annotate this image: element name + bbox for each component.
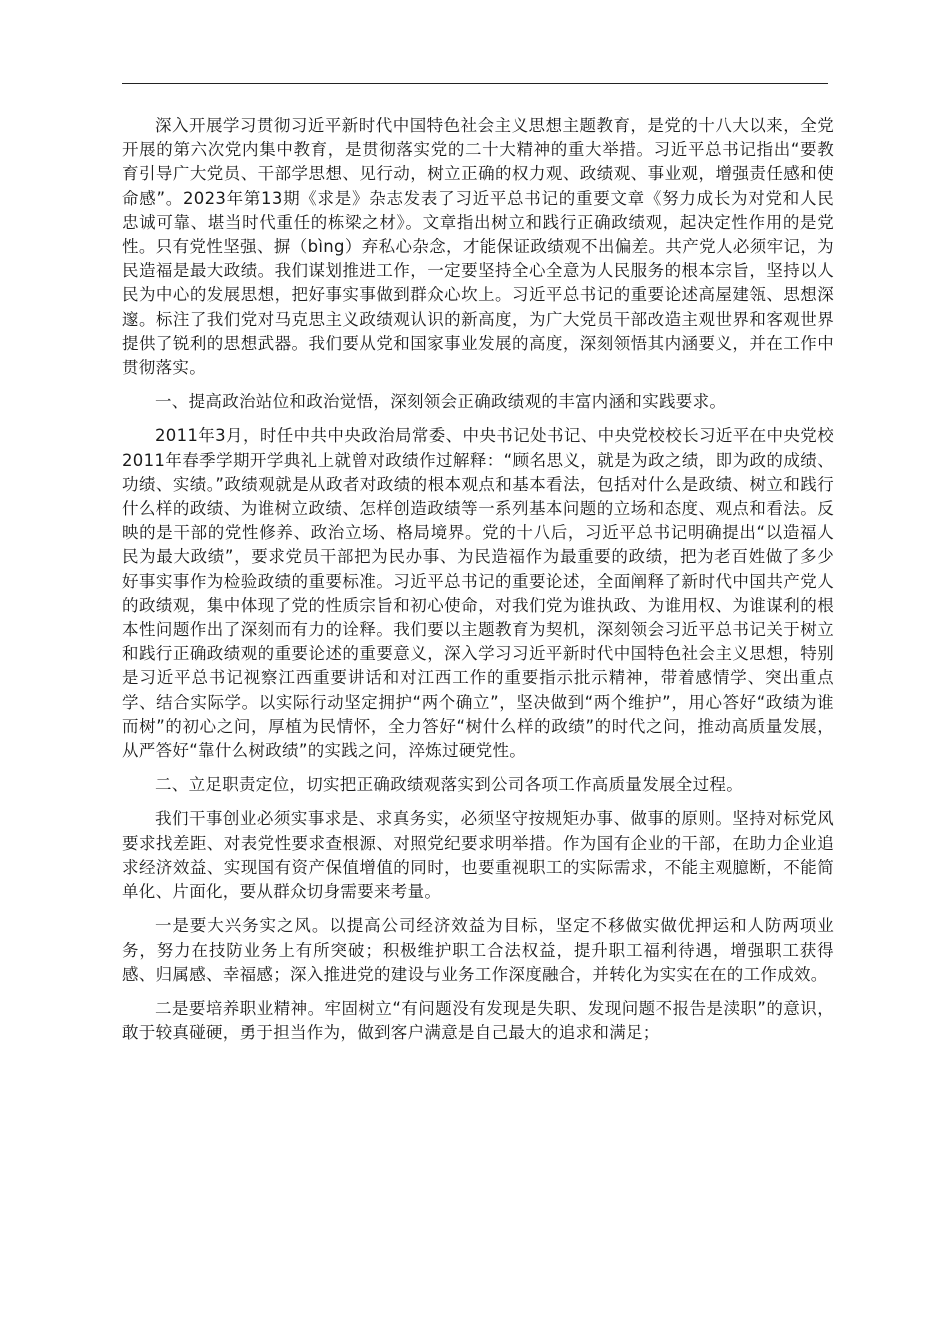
section-one-heading: 一、提高政治站位和政治觉悟，深刻领会正确政绩观的丰富内涵和实践要求。 (155, 392, 727, 412)
header-rule (122, 83, 828, 84)
point-one-paragraph: 一是要大兴务实之风。以提高公司经济效益为目标，坚定不移做实做优押运和人防两项业务，努力在技防业务上有所突破；积极维护职工合法权益，提升职工福利待遇，增强职工获得感、归属感、幸福感；深入推进党的建设与业务工作深度融合，并转化为实实在在的工作成效。 (122, 916, 834, 984)
point-two-paragraph: 二是要培养职业精神。牢固树立“有问题没有发现是失职、发现问题不报告是渎职”的意识，敢于较真碰硬，勇于担当作为，做到客户满意是自己最大的追求和满足； (122, 998, 834, 1043)
document-body (122, 114, 834, 1055)
section-two-heading: 二、立足职责定位，切实把正确政绩观落实到公司各项工作高质量发展全过程。 (155, 775, 743, 795)
section-one-paragraph: 2011年3月，时任中共中央政治局常委、中央书记处书记、中央党校校长习近平在中央党校2011年春季学期开学典礼上就曾对政绩作过解释：“顾名思义，就是为政之绩，即为政的成绩、功绩、实绩。”政绩观就是从政者对政绩的根本观点和基本看法，包括对什么是政绩、树立和践行什么样的政绩、为谁树立政绩、怎样创造政绩等一系列基本问题的立场和态度、观点和看法。反映的是干部的党性修养、政治立场、格局境界。党的十八后，习近平总书记明确提出“以造福人民为最大政绩”，要求党员干部把为民办事、为民造福作为最重要的政绩，把为老百姓做了多少好事实事作为检验政绩的重要标准。习近平总书记的重要论述，全面阐释了新时代中国共产党人的政绩观，集中体现了党的性质宗旨和初心使命，对我们党为谁执政、为谁用权、为谁谋利的根本性问题作出了深刻而有力的诠释。我们要以主题教育为契机，深刻领会习近平总书记关于树立和践行正确政绩观的重要论述的重要意义，深入学习习近平新时代中国特色社会主义思想，特别是习近平总书记视察江西重要讲话和对江西工作的重要指示批示精神，带着感情学、突出重点学、结合实际学。以实际行动坚定拥护“两个确立”，坚决做到“两个维护”，用心答好“政绩为谁而树”的初心之问，厚植为民情怀，全力答好“树什么样的政绩”的时代之问，推动高质量发展，从严答好“靠什么树政绩”的实践之问，淬炼过硬党性。 (122, 426, 834, 761)
intro-paragraph: 深入开展学习贯彻习近平新时代中国特色社会主义思想主题教育，是党的十八大以来，全党开展的第六次党内集中教育，是贯彻落实党的二十大精神的重大举措。习近平总书记指出“要教育引导广大党员、干部学思想、见行动，树立正确的权力观、政绩观、事业观，增强责任感和使命感”。2023年第13期《求是》杂志发表了习近平总书记的重要文章《努力成长为对党和人民忠诚可靠、堪当时代重任的栋梁之材》。文章指出树立和践行正确政绩观，起决定性作用的是党性。只有党性坚强、摒（bìng）弃私心杂念，才能保证政绩观不出偏差。共产党人必须牢记，为民造福是最大政绩。我们谋划推进工作，一定要坚持全心全意为人民服务的根本宗旨，坚持以人民为中心的发展思想，把好事实事做到群众心坎上。习近平总书记的重要论述高屋建瓴、思想深邃。标注了我们党对马克思主义政绩观认识的新高度，为广大党员干部改造主观世界和客观世界提供了锐利的思想武器。我们要从党和国家事业发展的高度，深刻领悟其内涵要义，并在工作中贯彻落实。 (122, 116, 834, 378)
section-two-paragraph: 我们干事创业必须实事求是、求真务实，必须坚守按规矩办事、做事的原则。坚持对标党风要求找差距、对表党性要求查根源、对照党纪要求明举措。作为国有企业的干部，在助力企业追求经济效益、实现国有资产保值增值的同时，也要重视职工的实际需求，不能主观臆断，不能简单化、片面化，要从群众切身需要来考量。 (122, 809, 834, 902)
